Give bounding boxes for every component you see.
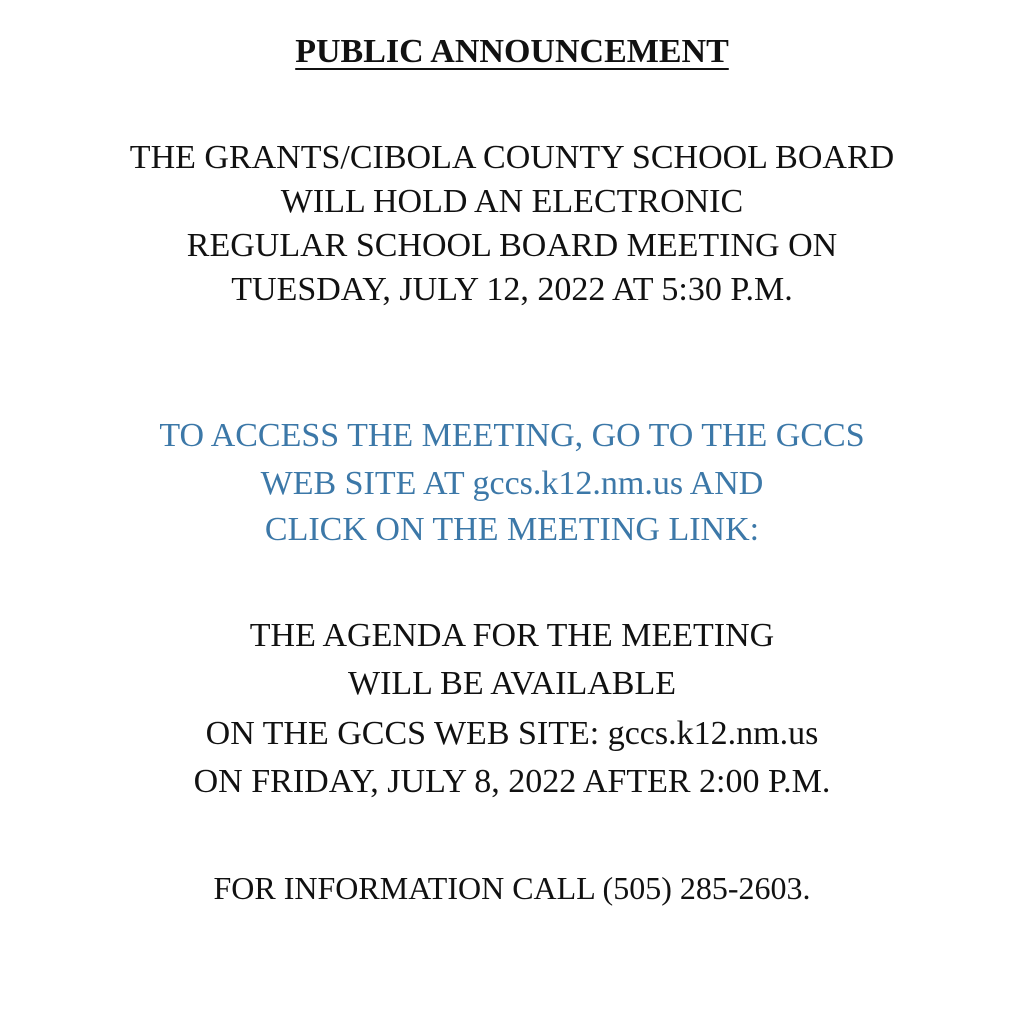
access-line-2 bbox=[0, 462, 1024, 506]
access-line-2-prefix: WEB SITE AT bbox=[260, 465, 473, 502]
page-title: PUBLIC ANNOUNCEMENT bbox=[295, 33, 729, 70]
access-line-3: CLICK ON THE MEETING LINK: bbox=[264, 511, 760, 548]
access-website-link[interactable]: gccs.k12.nm.us bbox=[472, 465, 684, 502]
notice-line-4: TUESDAY, JULY 12, 2022 AT 5:30 P.M. bbox=[231, 271, 793, 308]
agenda-line-4: ON FRIDAY, JULY 8, 2022 AFTER 2:00 P.M. bbox=[193, 763, 831, 800]
notice-line-2: WILL HOLD AN ELECTRONIC bbox=[280, 183, 744, 220]
access-line-1: TO ACCESS THE MEETING, GO TO THE GCCS bbox=[159, 417, 865, 454]
agenda-line-1: THE AGENDA FOR THE MEETING bbox=[249, 617, 775, 654]
agenda-website-link[interactable]: gccs.k12.nm.us bbox=[607, 715, 819, 752]
agenda-line-3-prefix: ON THE GCCS WEB SITE: bbox=[205, 715, 608, 752]
access-line-2-suffix: AND bbox=[683, 465, 764, 502]
agenda-line-3 bbox=[0, 712, 1024, 756]
notice-line-1: THE GRANTS/CIBOLA COUNTY SCHOOL BOARD bbox=[129, 139, 895, 176]
notice-line-3: REGULAR SCHOOL BOARD MEETING ON bbox=[186, 227, 838, 264]
agenda-line-2: WILL BE AVAILABLE bbox=[347, 665, 676, 702]
contact-line: FOR INFORMATION CALL (505) 285-2603. bbox=[213, 870, 811, 906]
